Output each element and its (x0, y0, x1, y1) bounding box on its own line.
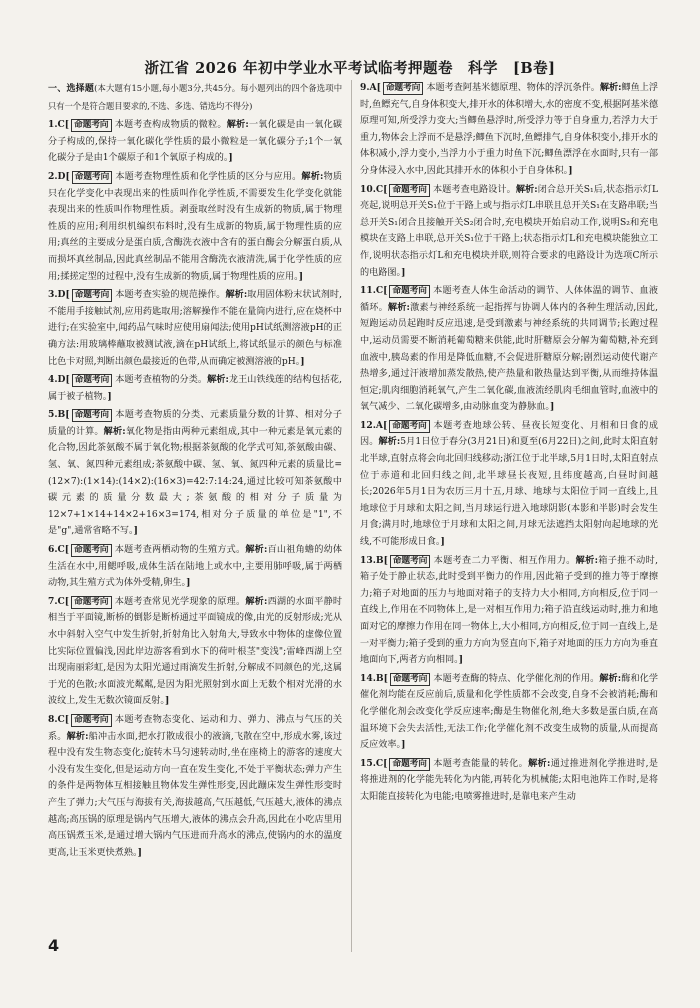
answer-number: 1.C (48, 119, 65, 131)
analysis-colon: : (320, 170, 324, 182)
section-note: (本大题有15小题,每小题3分,共45分。每小题列出的四个备选项中只有一个是符合题目要求的,不选、多选、错选均不得分) (48, 83, 342, 111)
open-bracket: [ (64, 544, 70, 556)
topic-text: 本题考查地球公转、昼夜长短变化、月相和日食的成因。 (360, 420, 658, 448)
answer-item (360, 418, 658, 551)
open-bracket: [ (65, 409, 70, 421)
open-bracket: [ (65, 170, 70, 182)
topic-tag: 命题考向 (389, 285, 429, 298)
analysis-label: 解析 (226, 119, 246, 131)
topic-text: 本题考查电路设计。 (432, 184, 516, 195)
analysis-label: 解析 (575, 554, 595, 566)
analysis-label: 解析 (103, 425, 123, 437)
topic-tag: 命题考向 (72, 289, 112, 302)
answer-number: 11.C (360, 285, 384, 297)
topic-tag: 命题考向 (389, 184, 429, 197)
close-bracket: ] (440, 536, 445, 548)
topic-text: 本题考查物态变化、运动和力、弹力、沸点与气压的关系。 (48, 714, 342, 742)
analysis-text: 西湖的水面平静时相当于平面镜,断桥的倒影是断桥通过平面镜成的像,由光的反射形成;光从水中斜射入空气中发生折射,折射角比入射角大,导致水中物体的虚像位置比实际位置偏浅,因此岸边游客看到水下的荷叶根茎"变浅";雷峰西湖上空出现南丽彩虹,是因为太阳光通过雨滴发生折射,分解成不同颜色的光,这属于光的色散;水面波光粼粼,是因为阳光照射到水面上无数个相对光滑的水波纹上,发生无数次镜面反射。 (48, 596, 343, 707)
answer-list-left (48, 117, 342, 861)
close-bracket: ] (549, 401, 555, 413)
answer-item (48, 372, 342, 405)
analysis-text: 箱子推不动时,箱子处于静止状态,此时受到平衡力的作用,因此箱子受到的推力等于摩擦力;箱子对地面的压力与地面对箱子的支持力大小相同,方向相反,位于同一直线上,作用在不同物体上,是一对相互作用力;箱子沿直线运动时,推力和地面对它的摩擦力作用在同一物体上,大小相同,方向相反,位于同一直线上,是一对平衡力;箱子受到的重力方向为竖直向下,箱子对地面的压力方向为垂直地面向下,两者方向相同。 (360, 555, 659, 666)
topic-tag: 命题考向 (72, 171, 112, 184)
analysis-text: 激素与神经系统一起指挥与协调人体内的各种生理活动,因此,短跑运动员起跑时反应迅速,是受到激素与神经系统的共同调节;长跑过程中,运动员需要不断消耗葡萄糖来供能,此时肝糖原会分解为葡萄糖,补充到血液中,胰岛素的作用是降低血糖,不会促进肝糖原分解;剧烈运动使代谢产热增多,通过汗液增加蒸发散热,使产热量和散热量达到平衡,从而维持体温恒定;肌肉细胞消耗氧气,产生二氧化碳,血液流经肌肉毛细血管时,血液中的氧气减少、二氧化碳增多,由动脉血变为静脉血。 (360, 302, 659, 413)
topic-tag: 命题考向 (389, 758, 429, 771)
analysis-colon: : (396, 436, 401, 448)
close-bracket: ] (401, 266, 406, 278)
close-bracket: ] (300, 355, 305, 367)
open-bracket: [ (383, 672, 388, 684)
section-heading: 一、选择题 (48, 84, 95, 94)
answer-item (360, 80, 658, 180)
close-bracket: ] (137, 846, 142, 858)
open-bracket: [ (383, 757, 388, 769)
analysis-label: 解析 (245, 595, 265, 607)
answer-item (48, 287, 342, 370)
analysis-colon: : (594, 554, 598, 566)
topic-text: 本题考查人体生命活动的调节、人体体温的调节、血液循环。 (360, 286, 658, 313)
topic-tag: 命题考向 (390, 555, 430, 568)
analysis-label: 解析 (207, 374, 226, 386)
analysis-colon: : (85, 730, 89, 742)
analysis-label: 解析 (225, 289, 244, 301)
analysis-text: 5月1日位于春分(3月21日)和夏至(6月22日)之间,此时太阳直射北半球,直射点将会向北回归线移动;浙江位于北半球,5月1日时,太阳直射点位于赤道和北回归线之间,北半球昼长夜短,且纬度越高,白昼时间越长;2026年5月1日为农历三月十五,月球、地球与太阳位于同一直线上,且地球位于月球和太阳之间,当月球运行进入地球阴影(本影和半影)时会发生月食;满月时,地球位于月球和太阳之间,月球无法遮挡太阳射向起地球的光线,不可能形成日食。 (360, 437, 659, 548)
answer-number: 2.D (48, 170, 66, 182)
close-bracket: ] (401, 739, 406, 751)
analysis-colon: : (534, 183, 538, 195)
topic-text: 本题考查常见光学现象的原理。 (114, 596, 246, 607)
topic-text: 本题考查物理性质和化学性质的区分与应用。 (115, 171, 302, 182)
analysis-colon: : (245, 119, 249, 131)
open-bracket: [ (64, 713, 70, 725)
open-bracket: [ (65, 289, 70, 301)
topic-tag: 命题考向 (71, 119, 111, 132)
page-number: 4 (48, 936, 60, 955)
section-heading-block (48, 80, 342, 115)
analysis-label: 解析 (301, 170, 321, 182)
answer-number: 12.A (360, 419, 383, 431)
analysis-colon: : (122, 425, 126, 437)
answer-number: 14.B (360, 672, 384, 684)
topic-text: 本题考查阿基米德原理、物体的浮沉条件。 (426, 83, 600, 93)
close-bracket: ] (568, 164, 573, 176)
topic-tag: 命题考向 (383, 82, 423, 95)
open-bracket: [ (376, 82, 381, 93)
answer-number: 13.B (360, 554, 384, 566)
open-bracket: [ (383, 183, 388, 195)
answer-number: 7.C (48, 595, 65, 607)
answer-item (360, 756, 658, 806)
analysis-label: 解析 (387, 301, 407, 313)
left-column (48, 80, 342, 863)
analysis-colon: : (264, 544, 268, 556)
analysis-colon: : (618, 82, 622, 93)
analysis-text: 百山祖角蟾的幼体生活在水中,用鳃呼吸,成体生活在陆地上或水中,主要用肺呼吸,属于两栖动物,其生殖方式为体外受精,卵生。 (48, 545, 343, 589)
close-bracket: ] (107, 390, 112, 402)
answer-number: 15.C (360, 757, 384, 769)
answer-list-right (360, 80, 658, 806)
topic-text: 本题考查植物的分类。 (115, 375, 208, 386)
topic-tag: 命题考向 (72, 374, 112, 387)
close-bracket: ] (298, 270, 304, 282)
analysis-text: 氧化物是指由两种元素组成,其中一种元素是氧元素的化合物,因此茶氨酸不属于氧化物;根据茶氨酸的化学式可知,茶氨酸由碳、氢、氧、氮四种元素组成;茶氨酸中碳、氢、氧、氮四种元素的质量比=(12×7):(1×14):(14×2):(16×3)=42:7:14:24,通过比较可知茶氨酸中碳元素的质量分数最大;茶氨酸的相对分子质量为12×7+1×14+14×2+16×3=174,相对分子质量的单位是"1",不是"g",通常省略不写。 (48, 426, 343, 537)
topic-text: 本题考查物质的分类、元素质量分数的计算、相对分子质量的计算。 (48, 410, 342, 437)
page-title: 浙江省 2026 年初中学业水平考试临考押题卷 科学 [B卷] (144, 60, 556, 77)
analysis-text: 通过推进剂化学推进时,是将推进剂的化学能先转化为内能,再转化为机械能;太阳电池阵工作时,是将太阳能直接转化为电能;电喷雾推进时,是靠电来产生动 (360, 758, 658, 802)
topic-tag: 命题考向 (71, 544, 111, 557)
answer-number: 10.C (360, 183, 384, 195)
topic-text: 本题考查二力平衡、相互作用力。 (433, 555, 576, 566)
analysis-text: 取用固体粉末状试剂时,不能用手接触试剂,应用药匙取用;溶解操作不能在量筒内进行,应在烧杯中进行;在实验室中,闻药品气味时应使用扇闻法;使用pH试纸测溶液pH的正确方法:用玻璃棒蘸取被测试液,滴在pH试纸上,将试纸显示的颜色与标准比色卡对照,判断出颜色最接近的色带,从而确定被测溶液的pH。 (48, 290, 343, 367)
answer-item (48, 542, 342, 592)
answer-item (360, 671, 658, 754)
open-bracket: [ (383, 554, 388, 566)
answer-number: 9.A (360, 82, 377, 93)
answer-item (360, 283, 658, 416)
open-bracket: [ (382, 419, 388, 431)
close-bracket: ] (186, 577, 191, 589)
analysis-label: 解析 (378, 436, 397, 448)
close-bracket: ] (164, 695, 170, 707)
close-bracket: ] (228, 152, 233, 164)
analysis-colon: : (617, 672, 622, 684)
answer-number: 4.D (48, 374, 66, 386)
topic-tag: 命题考向 (71, 596, 111, 609)
analysis-text: 物质只在化学变化中表现出来的性质叫作化学性质,不需要发生化学变化就能表现出来的性质叫作物理性质。剥蚕取丝时没有生成新的物质,属于物理性质的应用;利用织机编织布料时,没有生成新的物质,属于物理性质的应用;真丝的主要成分是蛋白质,含酶洗衣液中含有的蛋白酶会分解蛋白质,从而损坏真丝制品,因此真丝制品不能用含酶洗衣液清洗,属于化学性质的应用;揉搓定型的过程中,没有生成新的物质,属于物理性质的应用。 (48, 171, 343, 282)
topic-text: 本题考查实验的规范操作。 (115, 290, 226, 301)
answer-number: 5.B (48, 409, 66, 421)
open-bracket: [ (64, 595, 70, 607)
analysis-colon: : (243, 289, 248, 301)
answer-number: 6.C (48, 544, 65, 556)
column-divider (351, 80, 352, 952)
answer-item (360, 182, 658, 282)
close-bracket: ] (458, 654, 464, 666)
analysis-label: 解析 (245, 544, 265, 556)
analysis-label: 解析 (528, 757, 548, 769)
topic-tag: 命题考向 (71, 714, 111, 727)
topic-text: 本题考查酶的特点、化学催化剂的作用。 (433, 673, 600, 684)
analysis-text: 龙王山铁线莲的结构包括花,属于被子植物。 (48, 375, 343, 402)
analysis-text: 酶和化学催化剂均能在反应前后,质量和化学性质都不会改变,自身不会被消耗;酶和化学催化剂会改变化学反应速率;酶是生物催化剂,绝大多数是蛋白质,在高温环境下会失去活性,无法工作;化学催化剂不改变生成物的质量,从而提高反应效率。 (360, 673, 659, 751)
answer-item (48, 594, 342, 710)
open-bracket: [ (64, 119, 70, 131)
open-bracket: [ (383, 285, 388, 297)
right-column (360, 80, 658, 808)
close-bracket: ] (133, 525, 138, 537)
analysis-label: 解析 (599, 82, 619, 93)
topic-text: 本题考查两栖动物的生殖方式。 (114, 545, 246, 556)
answer-number: 3.D (48, 289, 66, 301)
analysis-colon: : (225, 374, 229, 386)
analysis-text: 闭合总开关S₁后,状态指示灯L亮起,说明总开关S₁位于干路上或与指示灯L串联且总开关S₁在支路串联;当总开关S₁闭合且接触开关S₂闭合时,充电模块开始启动工作,说明S₂和充电模块在支路上串联,总开关S₁位于干路上;状态指示灯L和充电模块能独立工作,说明状态指示灯L和充电模块并联,则符合要求的电路设计为选项C所示的电路图。 (360, 184, 659, 278)
topic-text: 本题考查构成物质的微粒。 (114, 120, 227, 131)
analysis-colon: : (547, 757, 551, 769)
analysis-colon: : (264, 595, 268, 607)
analysis-colon: : (406, 301, 410, 313)
analysis-label: 解析 (66, 730, 86, 742)
analysis-text: 一氧化碳是由一氧化碳分子构成的,保持一氧化碳化学性质的最小微粒是一氧化碳分子;1个一氧化碳分子是由1个碳原子和1个氧原子构成的。 (48, 120, 343, 164)
analysis-label: 解析 (599, 672, 618, 684)
topic-tag: 命题考向 (72, 409, 112, 422)
answer-number: 8.C (48, 713, 65, 725)
topic-tag: 命题考向 (390, 673, 430, 686)
answer-item (48, 169, 342, 285)
topic-tag: 命题考向 (389, 420, 429, 433)
analysis-text: 鲫鱼上浮时,鱼鳔充气,自身体积变大,排开水的体积增大,水的密度不变,根据阿基米德原理可知,所受浮力变大;当鲫鱼悬浮时,所受浮力等于自身重力,若浮力大于重力,物体会上浮而不是悬浮;鲫鱼下沉时,鱼鳔排气,自身体积变小,排开水的体积减小,浮力变小,当浮力小于重力时鱼下沉;鲫鱼漂浮在水面时,只有一部分身体浸入水中,因此其排开水的体积小于自身体积。 (360, 83, 659, 176)
answer-item (48, 407, 342, 540)
topic-text: 本题考查能量的转化。 (432, 758, 529, 769)
answer-item (48, 712, 342, 861)
analysis-label: 解析 (515, 183, 535, 195)
answer-item (48, 117, 342, 167)
answer-item (360, 553, 658, 669)
analysis-text: 船冲击水面,把水打散成很小的液滴,飞散在空中,形成水雾,该过程中没有发生物态变化;旋转木马匀速转动时,坐在座椅上的游客的速度大小没有发生变化,但是运动方向一直在发生变化,不处于平衡状态;弹力产生的条件是两物体互相接触且物体发生弹性形变,因此蹦床发生弹性形变时产生了弹力;大气压与海拔有关,海拔越高,气压越低,气压越大,液体的沸点越高;高压锅的原理是锅内气压增大,液体的沸点会升高,因此在小吃店里用高压锅煮玉米,是通过增大锅内气压进而升高水的沸点,使锅内的水的温度更高,让玉米更快煮熟。 (48, 731, 342, 858)
open-bracket: [ (65, 374, 70, 386)
